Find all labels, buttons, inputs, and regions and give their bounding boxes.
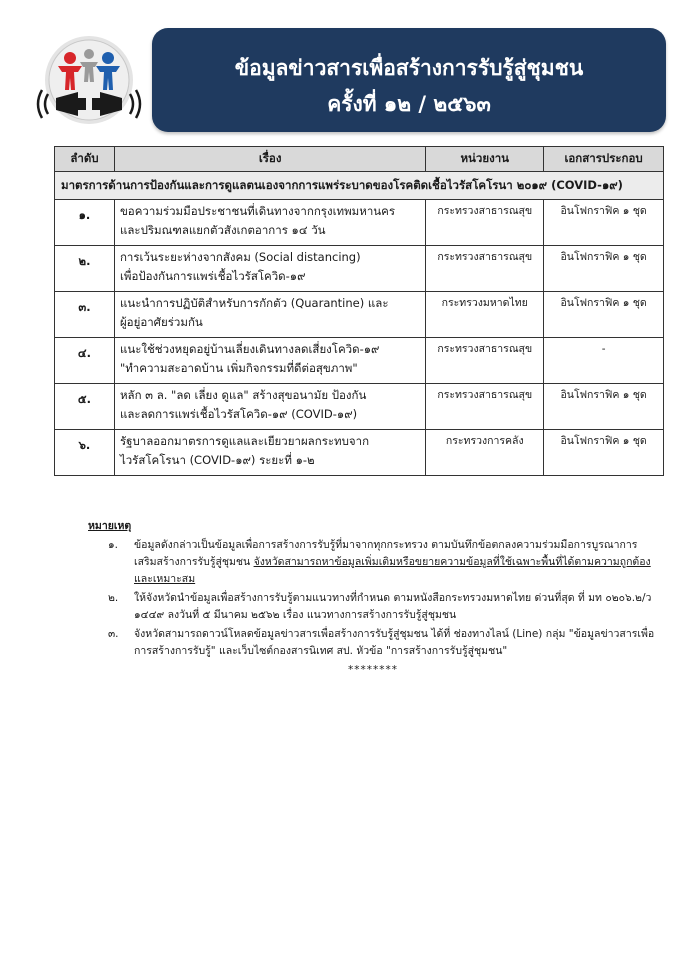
table-row xyxy=(55,384,664,430)
section-title: มาตรการด้านการป้องกันและการดูแลตนเองจากการแพร่ระบาดของโรคติดเชื้อไวรัสโคโรนา ๒๐๑๙ (COVID-๑๙) xyxy=(55,172,664,200)
row-agency: กระทรวงสาธารณสุข xyxy=(426,246,544,292)
row-number: ๔. xyxy=(55,338,115,384)
row-number: ๓. xyxy=(55,292,115,338)
row-document: อินโฟกราฟิค ๑ ชุด xyxy=(544,384,664,430)
row-topic-line: และปริมณฑลแยกตัวสังเกตอาการ ๑๔ วัน xyxy=(119,223,326,237)
row-topic xyxy=(114,338,425,384)
column-header-no: ลำดับ xyxy=(55,147,115,172)
row-agency: กระทรวงสาธารณสุข xyxy=(426,338,544,384)
note-item xyxy=(88,537,658,588)
note-number: ๑. xyxy=(108,539,119,551)
row-number: ๑. xyxy=(55,200,115,246)
row-topic-line: หลัก ๓ ล. "ลด เลี่ยง ดูแล" สร้างสุขอนามัย ป้องกัน xyxy=(119,388,367,402)
column-header-topic: เรื่อง xyxy=(114,147,425,172)
news-table xyxy=(54,146,664,476)
row-topic xyxy=(114,200,425,246)
table-header-row xyxy=(55,147,664,172)
row-document: อินโฟกราฟิค ๑ ชุด xyxy=(544,200,664,246)
row-topic-line: แนะนำการปฏิบัติสำหรับการกักตัว (Quarantine) และ xyxy=(119,296,389,310)
row-topic-line: ขอความร่วมมือประชาชนที่เดินทางจากกรุงเทพมหานคร xyxy=(119,204,396,218)
note-text: จังหวัดสามารถดาวน์โหลดข้อมูลข่าวสารเพื่อสร้างการรับรู้สู่ชุมชน ได้ที่ ช่องทางไลน์ (Line) กลุ่ม "ข้อมูลข่าวสารเพื่อการสร้างการรับรู้" และเว็บไซต์กองสารนิเทศ สป. หัวข้อ "การสร้างการรับรู้สู่ชุมชน" xyxy=(134,628,655,657)
row-topic-line: การเว้นระยะห่างจากสังคม (Social distancing) xyxy=(119,250,361,264)
note-number: ๓. xyxy=(108,628,119,640)
end-separator: ******** xyxy=(348,664,398,676)
table-row xyxy=(55,200,664,246)
row-topic xyxy=(114,384,425,430)
row-topic xyxy=(114,246,425,292)
section-row xyxy=(55,172,664,200)
row-agency: กระทรวงสาธารณสุข xyxy=(426,384,544,430)
notes-heading: หมายเหตุ xyxy=(88,520,132,532)
row-topic-line: รัฐบาลออกมาตรการดูแลและเยียวยาผลกระทบจาก xyxy=(119,434,370,448)
note-item xyxy=(88,626,658,660)
note-text-plain: ข้อมูลดังกล่าวเป็นข้อมูลเพื่อการสร้างการรับรู้ที่มาจากทุกกระทรวง ตามบันทึกข้อตกลงความร่วมมือการบูรณาการเสริมสร้างการรับรู้สู่ชุมชน xyxy=(134,539,638,568)
row-agency: กระทรวงมหาดไทย xyxy=(426,292,544,338)
row-topic-line: ไวรัสโคโรนา (COVID-๑๙) ระยะที่ ๑-๒ xyxy=(119,453,315,467)
column-header-agency: หน่วยงาน xyxy=(426,147,544,172)
row-document: อินโฟกราฟิค ๑ ชุด xyxy=(544,246,664,292)
page-title: ข้อมูลข่าวสารเพื่อสร้างการรับรู้สู่ชุมชน xyxy=(234,56,584,80)
note-number: ๒. xyxy=(108,592,119,604)
title-banner xyxy=(152,28,666,132)
row-topic xyxy=(114,292,425,338)
note-text-underlined: จังหวัดสามารถหาข้อมูลเพิ่มเติมหรือขยายความข้อมูลที่ใช้เฉพาะพื้นที่ได้ตามความถูกต้องและเหมาะสม xyxy=(134,556,651,585)
row-topic xyxy=(114,430,425,476)
notes-section xyxy=(88,518,658,679)
row-document: - xyxy=(544,338,664,384)
row-document: อินโฟกราฟิค ๑ ชุด xyxy=(544,430,664,476)
column-header-document: เอกสารประกอบ xyxy=(544,147,664,172)
row-document: อินโฟกราฟิค ๑ ชุด xyxy=(544,292,664,338)
table-row xyxy=(55,338,664,384)
table-row xyxy=(55,292,664,338)
note-text xyxy=(134,537,658,588)
row-topic-line: "ทำความสะอาดบ้าน เพิ่มกิจกรรมที่ดีต่อสุขภาพ" xyxy=(119,361,358,375)
table-row xyxy=(55,430,664,476)
row-topic-line: เพื่อป้องกันการแพร่เชื้อไวรัสโควิด-๑๙ xyxy=(119,269,306,283)
row-number: ๖. xyxy=(55,430,115,476)
row-topic-line: ผู้อยู่อาศัยร่วมกัน xyxy=(119,315,203,329)
community-logo-icon xyxy=(34,32,144,142)
row-topic-line: และลดการแพร่เชื้อไวรัสโควิด-๑๙ (COVID-๑๙) xyxy=(119,407,358,421)
row-agency: กระทรวงสาธารณสุข xyxy=(426,200,544,246)
note-item xyxy=(88,590,658,624)
note-text: ให้จังหวัดนำข้อมูลเพื่อสร้างการรับรู้ตามแนวทางที่กำหนด ตามหนังสือกระทรวงมหาดไทย ด่วนที่สุด ที่ มท ๐๒๐๖.๒/ว ๑๔๔๙ ลงวันที่ ๕ มีนาคม ๒๕๖๒ เรื่อง แนวทางการสร้างการรับรู้สู่ชุมชน xyxy=(134,592,652,621)
issue-number: ครั้งที่ ๑๒ / ๒๕๖๓ xyxy=(327,92,491,116)
row-number: ๒. xyxy=(55,246,115,292)
row-number: ๕. xyxy=(55,384,115,430)
row-topic-line: แนะใช้ช่วงหยุดอยู่บ้านเลี่ยงเดินทางลดเสี่ยงโควิด-๑๙ xyxy=(119,342,380,356)
row-agency: กระทรวงการคลัง xyxy=(426,430,544,476)
table-row xyxy=(55,246,664,292)
